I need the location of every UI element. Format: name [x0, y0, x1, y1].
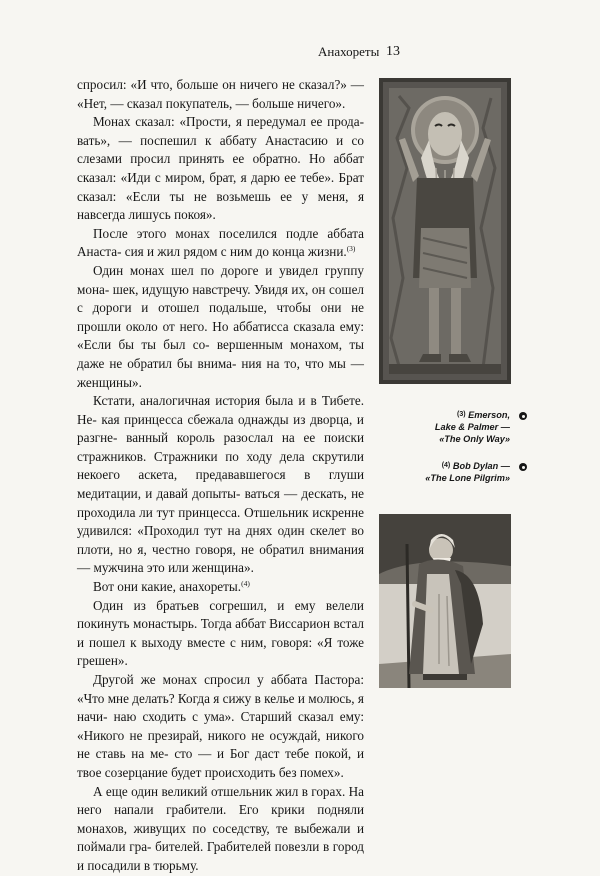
footnote-ref-4: (4) [241, 579, 250, 589]
paragraph: спросил: «И что, больше он ничего не сказал?» — «Нет, — сказал покупатель, — больше ничего». [77, 77, 364, 111]
body-text [77, 76, 364, 876]
hermit-icon-illustration [379, 78, 511, 384]
section-title: Анахореты [318, 44, 380, 59]
paragraph: Вот они какие, анахореты.$^{(4)}$ [93, 579, 250, 595]
paragraph: Один монах шел по дороге и увидел группу мона- шек, идущую навстречу. Увидя их, он сошел с дороги и отошел подальше, чтобы они не прошли около от него. Но аббатисса сказала ему: «Если бы ты был со- вершенным монахом, ты даже не обратил бы внима- ния на то, что мы — женщины». [77, 262, 365, 390]
paragraph: А еще один великий отшельник жил в горах. На него напали грабители. Его крики подняли монахов, живущих по соседству, те выбежали и поймали гра- бителей. Грабителей повезли в город и посадили в тюрьму. [77, 783, 365, 873]
sidenote-marker-icon [519, 412, 527, 420]
sidenote-4: $^{(4)}$ Bob Dylan — «The Lone Pilgrim» [425, 461, 510, 483]
page-number: 13 [386, 44, 400, 59]
sidenote-3: $^{(3)}$ Emerson, Lake & Palmer — «The Only Way» [434, 410, 510, 444]
paragraph: Один из братьев согрешил, и ему велели покинуть монастырь. Тогда аббат Виссарион встал и пошел к выходу вместе с ним, говоря: «Я тоже грешен». [77, 597, 364, 669]
paragraph: Кстати, аналогичная история была и в Тибете. Не- кая принцесса сбежала однажды из дворца, и разгне- ванный король разослал на ее поиски стражников. Стражники по ходу дела скрутили некоего аскета, предававшегося в глуши медитации, и давай допыты- ваться — дескать, не проходила ли тут принцесса. Отшельник искренне удивился: «Проходил тут на днях один скелет во плоти, но я, честно говоря, не обратил внимания — мужчина это или женщина». [77, 393, 365, 576]
footnote-ref-3: (3) [346, 244, 356, 254]
pilgrim-illustration [379, 514, 511, 688]
paragraph: Другой же монах спросил у аббата Пастора: «Что мне делать? Когда я сижу в келье и молюсь, я начи- наю сходить с ума». Старший сказал ему: «Никого не презирай, никого не осуждай, никого не ставь на ме- сто — и Бог даст тебе покой, и твое созерцание будет происходить без помех». [77, 672, 365, 780]
paragraph: Монах сказал: «Прости, я передумал ее прода- вать», — поспешил к аббату Анастасию и со слезами просил принять ее обратно. Но аббат сказал: «Иди с миром, брат, я дарю ее тебе». Брат сказал: «Если ты не возьмешь ее у меня, я навсегда лишусь покоя». [77, 114, 365, 223]
paragraph: После этого монах поселился подле аббата Анаста- сия и жил рядом с ним до конца жизни.$^{(3)}$ [77, 225, 364, 260]
sidenote-marker-icon [519, 463, 527, 471]
